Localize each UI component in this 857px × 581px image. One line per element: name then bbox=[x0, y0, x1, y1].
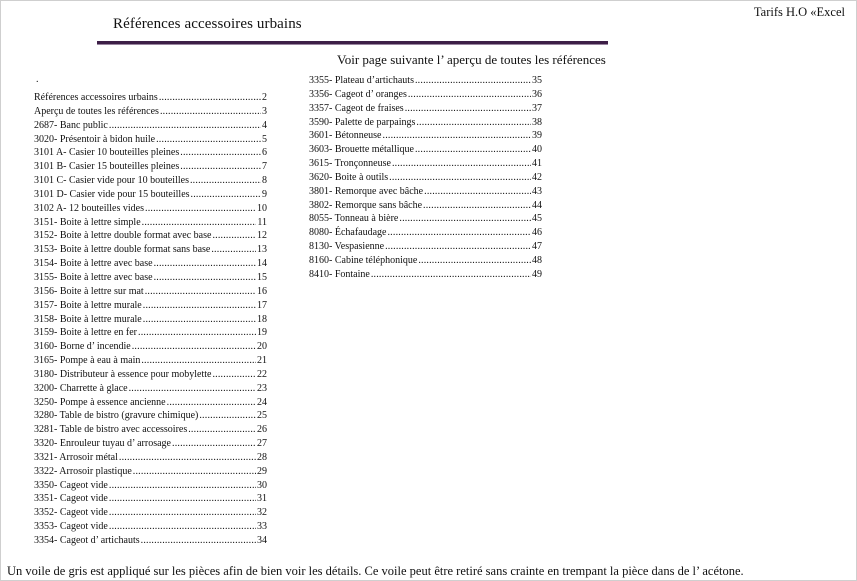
toc-entry[interactable] bbox=[309, 240, 542, 254]
header-corner-text: Tarifs H.O «Excel bbox=[753, 5, 845, 19]
dot-leader bbox=[405, 102, 531, 116]
toc-entry-label: 3159- Boite à lettre en fer bbox=[34, 327, 138, 339]
toc-entry-label: 3801- Remorque avec bâche bbox=[309, 185, 424, 197]
dot-leader bbox=[154, 257, 256, 271]
dot-leader bbox=[143, 299, 256, 313]
toc-entry-label: 3352- Cageot vide bbox=[34, 507, 108, 519]
dot-leader bbox=[129, 382, 256, 396]
list-marker: . bbox=[36, 74, 39, 85]
dot-leader bbox=[180, 146, 261, 160]
dot-leader bbox=[138, 326, 256, 340]
toc-entry-label: 3152- Boite à lettre double format avec base bbox=[34, 230, 212, 242]
toc-entry-page: 38 bbox=[532, 116, 542, 128]
dot-leader bbox=[145, 285, 256, 299]
dot-leader bbox=[172, 437, 256, 451]
toc-entry-page: 37 bbox=[532, 102, 542, 114]
toc-entry[interactable] bbox=[34, 409, 267, 423]
toc-entry-page: 33 bbox=[257, 521, 267, 533]
toc-entry[interactable] bbox=[309, 171, 542, 185]
toc-entry[interactable] bbox=[34, 534, 267, 548]
dot-leader bbox=[387, 226, 531, 240]
dot-leader bbox=[191, 188, 261, 202]
toc-entry-page: 24 bbox=[257, 396, 267, 408]
toc-entry-label: 3102 A- 12 bouteilles vides bbox=[34, 202, 144, 214]
toc-entry[interactable] bbox=[309, 268, 542, 282]
toc-entry-label: 3350- Cageot vide bbox=[34, 479, 108, 491]
toc-entry[interactable] bbox=[309, 102, 542, 116]
dot-leader bbox=[109, 506, 256, 520]
toc-entry-page: 26 bbox=[257, 424, 267, 436]
toc-entry-label: 3615- Tronçonneuse bbox=[309, 158, 391, 170]
toc-entry-label: 3354- Cageot d’ artichauts bbox=[34, 535, 140, 546]
toc-entry-label: 8080- Échafaudage bbox=[309, 227, 387, 239]
toc-entry-page: 27 bbox=[257, 438, 267, 450]
toc-entry[interactable] bbox=[309, 129, 542, 143]
toc-entry[interactable] bbox=[34, 354, 267, 368]
toc-entry[interactable] bbox=[34, 202, 267, 216]
toc-entry-label: 3156- Boite à lettre sur mat bbox=[34, 285, 144, 297]
dot-leader bbox=[109, 520, 256, 534]
toc-entry-page: 15 bbox=[257, 271, 267, 283]
toc-entry-page: 44 bbox=[532, 199, 542, 211]
toc-entry-page: 6 bbox=[262, 147, 267, 159]
toc-entry-page: 34 bbox=[257, 535, 267, 546]
toc-entry-label: 3351- Cageot vide bbox=[34, 493, 108, 505]
dot-leader bbox=[160, 105, 261, 119]
toc-entry-page: 31 bbox=[257, 493, 267, 505]
dot-leader bbox=[143, 313, 256, 327]
dot-leader bbox=[159, 91, 261, 105]
toc-entry-page: 16 bbox=[257, 285, 267, 297]
toc-entry-page: 11 bbox=[257, 216, 267, 228]
dot-leader bbox=[385, 240, 531, 254]
toc-entry-label: 3160- Borne d’ incendie bbox=[34, 341, 131, 353]
toc-entry-page: 18 bbox=[257, 313, 267, 325]
toc-entry[interactable] bbox=[34, 285, 267, 299]
toc-entry-label: 3200- Charrette à glace bbox=[34, 382, 128, 394]
dot-leader bbox=[199, 409, 256, 423]
toc-entry[interactable] bbox=[34, 188, 267, 202]
toc-entry-label: 8410- Fontaine bbox=[309, 268, 370, 280]
toc-entry-page: 43 bbox=[532, 185, 542, 197]
toc-entry-page: 12 bbox=[257, 230, 267, 242]
dot-leader bbox=[424, 185, 531, 199]
toc-entry[interactable] bbox=[34, 91, 267, 105]
toc-entry[interactable] bbox=[34, 216, 267, 230]
toc-entry[interactable] bbox=[309, 88, 542, 102]
toc-entry[interactable] bbox=[309, 212, 542, 226]
toc-entry-page: 42 bbox=[532, 171, 542, 183]
toc-entry-label: 3101 A- Casier 10 bouteilles pleines bbox=[34, 147, 180, 159]
toc-entry-label: 3281- Table de bistro avec accessoires bbox=[34, 424, 188, 436]
toc-entry[interactable] bbox=[309, 116, 542, 130]
dot-leader bbox=[389, 171, 531, 185]
dot-leader bbox=[418, 254, 531, 268]
toc-entry-label: 3154- Boite à lettre avec base bbox=[34, 258, 153, 270]
toc-entry-page: 39 bbox=[532, 130, 542, 142]
toc-entry[interactable] bbox=[34, 299, 267, 313]
toc-entry-label: 3020- Présentoir à bidon huile bbox=[34, 133, 156, 145]
dot-leader bbox=[212, 229, 256, 243]
toc-entry-label: 3180- Distributeur à essence pour mobylette bbox=[34, 368, 212, 380]
dot-leader bbox=[423, 199, 531, 213]
toc-entry-page: 23 bbox=[257, 382, 267, 394]
toc-entry-page: 14 bbox=[257, 258, 267, 270]
toc-entry[interactable] bbox=[34, 368, 267, 382]
dot-leader bbox=[408, 88, 531, 102]
toc-left-column bbox=[34, 91, 267, 548]
toc-entry-page: 21 bbox=[257, 355, 267, 367]
toc-entry-label: 3357- Cageot de fraises bbox=[309, 102, 404, 114]
toc-entry[interactable] bbox=[34, 119, 267, 133]
page-title: Références accessoires urbains bbox=[113, 16, 302, 32]
toc-entry-label: 3153- Boite à lettre double format sans base bbox=[34, 244, 211, 256]
toc-entry[interactable] bbox=[34, 465, 267, 479]
toc-entry-label: 3280- Table de bistro (gravure chimique) bbox=[34, 410, 199, 422]
toc-entry[interactable] bbox=[34, 340, 267, 354]
toc-entry-label: 8055- Tonneau à bière bbox=[309, 213, 399, 225]
dot-leader bbox=[188, 423, 256, 437]
toc-entry-label: 3158- Boite à lettre murale bbox=[34, 313, 142, 325]
dot-leader bbox=[132, 340, 256, 354]
toc-entry-label: 3155- Boite à lettre avec base bbox=[34, 271, 153, 283]
toc-entry-label: 3590- Palette de parpaings bbox=[309, 116, 416, 128]
toc-entry-page: 29 bbox=[257, 465, 267, 477]
toc-entry[interactable] bbox=[309, 157, 542, 171]
toc-entry-page: 7 bbox=[262, 161, 267, 173]
toc-entry[interactable] bbox=[34, 174, 267, 188]
dot-leader bbox=[145, 202, 256, 216]
overview-note: Voir page suivante l’ aperçu de toutes les références bbox=[337, 52, 606, 67]
dot-leader bbox=[371, 268, 531, 282]
toc-entry[interactable] bbox=[309, 185, 542, 199]
toc-entry-page: 47 bbox=[532, 241, 542, 253]
toc-right-column bbox=[309, 74, 542, 282]
dot-leader bbox=[109, 479, 256, 493]
toc-entry-label: Références accessoires urbains bbox=[34, 92, 158, 103]
toc-entry-page: 20 bbox=[257, 341, 267, 353]
toc-entry[interactable] bbox=[34, 423, 267, 437]
dot-leader bbox=[142, 216, 257, 230]
toc-entry-page: 41 bbox=[532, 158, 542, 170]
dot-leader bbox=[156, 133, 261, 147]
dot-leader bbox=[109, 119, 261, 133]
dot-leader bbox=[415, 74, 531, 88]
toc-entry-label: 2687- Banc public bbox=[34, 119, 108, 131]
toc-entry-page: 5 bbox=[262, 133, 267, 145]
toc-entry-page: 8 bbox=[262, 175, 267, 187]
toc-entry[interactable] bbox=[34, 396, 267, 410]
toc-entry-page: 25 bbox=[257, 410, 267, 422]
toc-entry-label: 3601- Bétonneuse bbox=[309, 130, 382, 142]
toc-entry-page: 48 bbox=[532, 254, 542, 266]
title-underline bbox=[97, 41, 608, 44]
toc-entry-page: 10 bbox=[257, 202, 267, 214]
toc-entry-label: 3322- Arrosoir plastique bbox=[34, 465, 132, 477]
toc-entry[interactable] bbox=[34, 492, 267, 506]
toc-entry-page: 32 bbox=[257, 507, 267, 519]
dot-leader bbox=[141, 534, 256, 548]
toc-entry-page: 36 bbox=[532, 88, 542, 100]
toc-entry[interactable] bbox=[34, 479, 267, 493]
toc-entry[interactable] bbox=[34, 133, 267, 147]
toc-entry-page: 45 bbox=[532, 213, 542, 225]
toc-entry[interactable] bbox=[309, 199, 542, 213]
toc-entry-label: 3603- Brouette métallique bbox=[309, 144, 414, 156]
toc-entry[interactable] bbox=[34, 243, 267, 257]
toc-entry[interactable] bbox=[34, 326, 267, 340]
toc-entry-label: 3620- Boite à outils bbox=[309, 171, 389, 183]
toc-entry[interactable] bbox=[34, 313, 267, 327]
toc-entry[interactable] bbox=[309, 74, 542, 88]
dot-leader bbox=[415, 143, 531, 157]
toc-entry-label: 8160- Cabine téléphonique bbox=[309, 254, 418, 266]
toc-entry-label: 3151- Boite à lettre simple bbox=[34, 216, 141, 228]
toc-entry-label: 3355- Plateau d’artichauts bbox=[309, 75, 414, 86]
toc-entry[interactable] bbox=[34, 271, 267, 285]
toc-entry-label: Aperçu de toutes les références bbox=[34, 105, 159, 117]
dot-leader bbox=[211, 243, 256, 257]
dot-leader bbox=[141, 354, 256, 368]
toc-entry-label: 3101 C- Casier vide pour 10 bouteilles bbox=[34, 175, 189, 187]
toc-entry-page: 2 bbox=[262, 92, 267, 103]
toc-entry-page: 22 bbox=[257, 368, 267, 380]
toc-entry[interactable] bbox=[34, 437, 267, 451]
toc-entry[interactable] bbox=[309, 254, 542, 268]
toc-entry-label: 8130- Vespasienne bbox=[309, 241, 385, 253]
dot-leader bbox=[399, 212, 531, 226]
toc-entry-label: 3250- Pompe à essence ancienne bbox=[34, 396, 166, 408]
dot-leader bbox=[154, 271, 256, 285]
dot-leader bbox=[167, 396, 256, 410]
toc-entry-page: 30 bbox=[257, 479, 267, 491]
toc-entry-page: 3 bbox=[262, 105, 267, 117]
toc-entry[interactable] bbox=[34, 451, 267, 465]
toc-entry-label: 3101 B- Casier 15 bouteilles pleines bbox=[34, 161, 180, 173]
toc-entry[interactable] bbox=[34, 257, 267, 271]
dot-leader bbox=[212, 368, 256, 382]
toc-entry[interactable] bbox=[309, 226, 542, 240]
toc-entry-page: 40 bbox=[532, 144, 542, 156]
toc-entry-label: 3321- Arrosoir métal bbox=[34, 451, 118, 463]
toc-entry[interactable] bbox=[34, 146, 267, 160]
toc-entry-label: 3157- Boite à lettre murale bbox=[34, 299, 142, 311]
toc-entry-page: 4 bbox=[262, 119, 267, 131]
toc-entry-label: 3165- Pompe à eau à main bbox=[34, 355, 141, 367]
dot-leader bbox=[383, 129, 532, 143]
toc-entry-page: 35 bbox=[532, 75, 542, 86]
toc-entry-label: 3320- Enrouleur tuyau d’ arrosage bbox=[34, 438, 171, 450]
toc-entry[interactable] bbox=[34, 105, 267, 119]
footer-note: Un voile de gris est appliqué sur les pièces afin de bien voir les détails. Ce voile peut être retiré sans crainte en trempant la pièce dans de l’ acétone. bbox=[7, 564, 744, 578]
dot-leader bbox=[190, 174, 261, 188]
toc-entry[interactable] bbox=[34, 382, 267, 396]
toc-entry-page: 46 bbox=[532, 227, 542, 239]
toc-entry-label: 3353- Cageot vide bbox=[34, 521, 108, 533]
dot-leader bbox=[133, 465, 256, 479]
toc-entry[interactable] bbox=[34, 506, 267, 520]
dot-leader bbox=[416, 116, 531, 130]
toc-entry[interactable] bbox=[34, 160, 267, 174]
toc-entry-page: 28 bbox=[257, 451, 267, 463]
toc-entry-page: 49 bbox=[532, 268, 542, 280]
dot-leader bbox=[109, 492, 256, 506]
toc-entry[interactable] bbox=[309, 143, 542, 157]
toc-entry-page: 19 bbox=[257, 327, 267, 339]
toc-entry-page: 17 bbox=[257, 299, 267, 311]
toc-entry[interactable] bbox=[34, 229, 267, 243]
dot-leader bbox=[180, 160, 261, 174]
dot-leader bbox=[392, 157, 531, 171]
toc-entry[interactable] bbox=[34, 520, 267, 534]
dot-leader bbox=[119, 451, 256, 465]
toc-entry-label: 3802- Remorque sans bâche bbox=[309, 199, 423, 211]
toc-entry-label: 3101 D- Casier vide pour 15 bouteilles bbox=[34, 188, 190, 200]
toc-entry-page: 9 bbox=[262, 188, 267, 200]
toc-entry-label: 3356- Cageot d’ oranges bbox=[309, 88, 407, 100]
toc-entry-page: 13 bbox=[257, 244, 267, 256]
